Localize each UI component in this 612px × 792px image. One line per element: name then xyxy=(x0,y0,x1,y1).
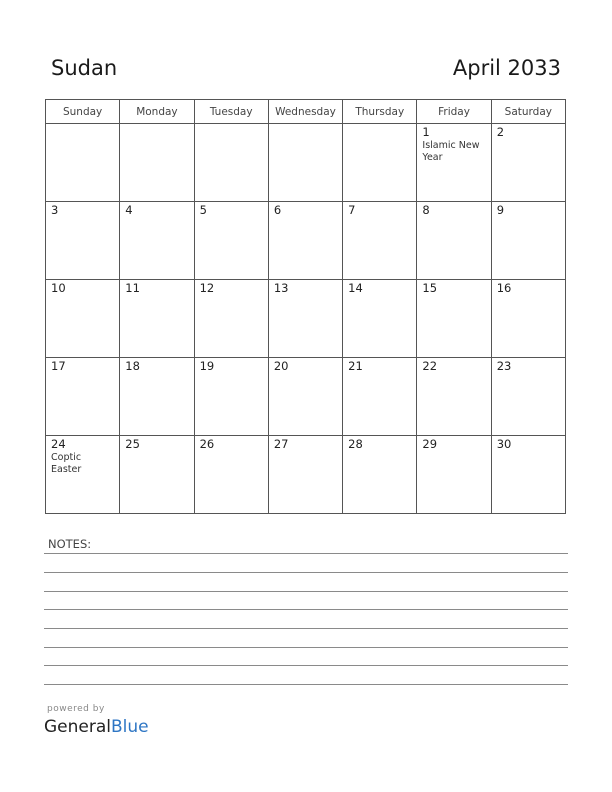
brand-general: General xyxy=(44,717,111,737)
day-number: 1 xyxy=(422,125,430,139)
note-line xyxy=(44,609,568,610)
day-number: 6 xyxy=(273,203,282,217)
weekday-thursday: Thursday xyxy=(343,100,417,124)
day-number: 29 xyxy=(422,437,438,451)
day-cell xyxy=(194,436,268,514)
day-number: 9 xyxy=(496,203,505,217)
powered-by-text: powered by xyxy=(47,704,105,714)
day-cell xyxy=(120,124,194,202)
day-cell xyxy=(194,358,268,436)
month-year-title: April 2033 xyxy=(452,56,561,80)
day-number: 14 xyxy=(348,281,363,295)
day-cell xyxy=(343,436,417,514)
day-cell xyxy=(491,202,565,280)
day-number: 17 xyxy=(51,359,66,373)
day-cell xyxy=(268,202,342,280)
day-number: 4 xyxy=(125,203,133,217)
day-cell xyxy=(46,436,120,514)
week-row xyxy=(46,358,566,436)
day-number: 25 xyxy=(125,437,140,451)
day-cell xyxy=(417,436,491,514)
day-cell xyxy=(491,436,565,514)
day-number: 24 xyxy=(51,437,66,451)
day-cell xyxy=(417,358,491,436)
day-cell xyxy=(46,124,120,202)
day-cell xyxy=(120,436,194,514)
day-cell xyxy=(343,358,417,436)
weekday-header-row xyxy=(46,100,566,124)
day-number: 19 xyxy=(199,359,215,373)
day-cell xyxy=(194,280,268,358)
day-number: 28 xyxy=(348,437,363,451)
day-number: 27 xyxy=(273,437,289,451)
day-number: 16 xyxy=(496,281,512,295)
day-number: 7 xyxy=(348,203,356,217)
country-title: Sudan xyxy=(51,56,118,80)
weekday-saturday: Saturday xyxy=(491,100,565,124)
day-cell xyxy=(120,202,194,280)
day-number: 23 xyxy=(496,359,512,373)
day-number: 2 xyxy=(496,125,505,139)
day-cell xyxy=(417,280,491,358)
day-cell xyxy=(343,124,417,202)
day-number: 15 xyxy=(422,281,438,295)
note-line xyxy=(44,553,568,554)
day-number: 11 xyxy=(125,281,140,295)
day-number: 12 xyxy=(199,281,215,295)
day-cell xyxy=(417,124,491,202)
day-number: 3 xyxy=(51,203,59,217)
day-number: 22 xyxy=(422,359,438,373)
day-cell xyxy=(194,124,268,202)
note-line xyxy=(44,665,568,666)
note-line xyxy=(44,572,568,573)
day-cell xyxy=(46,280,120,358)
day-cell xyxy=(268,358,342,436)
day-cell xyxy=(491,358,565,436)
weekday-wednesday: Wednesday xyxy=(268,100,342,124)
weekday-sunday: Sunday xyxy=(46,100,120,124)
brand-blue: Blue xyxy=(111,717,149,737)
day-cell xyxy=(268,124,342,202)
day-cell xyxy=(120,280,194,358)
day-number: 30 xyxy=(496,437,512,451)
day-number: 10 xyxy=(51,281,66,295)
notes-label: NOTES: xyxy=(48,537,92,551)
day-number: 21 xyxy=(348,359,363,373)
day-number: 8 xyxy=(422,203,430,217)
day-cell xyxy=(46,202,120,280)
day-number: 13 xyxy=(273,281,289,295)
holiday-label: Islamic New Year xyxy=(422,140,480,163)
day-cell xyxy=(194,202,268,280)
day-number: 26 xyxy=(199,437,215,451)
weekday-monday: Monday xyxy=(120,100,194,124)
day-cell xyxy=(268,280,342,358)
day-cell xyxy=(343,280,417,358)
week-row xyxy=(46,436,566,514)
holiday-label: Coptic Easter xyxy=(51,452,82,475)
note-line xyxy=(44,684,568,685)
day-cell xyxy=(491,280,565,358)
week-row xyxy=(46,202,566,280)
day-cell xyxy=(120,358,194,436)
week-row xyxy=(46,124,566,202)
note-line xyxy=(44,591,568,592)
weekday-friday: Friday xyxy=(417,100,491,124)
note-line xyxy=(44,647,568,648)
day-number: 20 xyxy=(273,359,289,373)
week-row xyxy=(46,280,566,358)
day-cell xyxy=(46,358,120,436)
day-cell xyxy=(491,124,565,202)
day-cell xyxy=(343,202,417,280)
generalblue-logo[interactable] xyxy=(44,717,149,737)
calendar-grid xyxy=(45,99,566,514)
day-cell xyxy=(268,436,342,514)
weekday-tuesday: Tuesday xyxy=(194,100,268,124)
note-line xyxy=(44,628,568,629)
day-number: 18 xyxy=(125,359,140,373)
day-number: 5 xyxy=(199,203,207,217)
day-cell xyxy=(417,202,491,280)
